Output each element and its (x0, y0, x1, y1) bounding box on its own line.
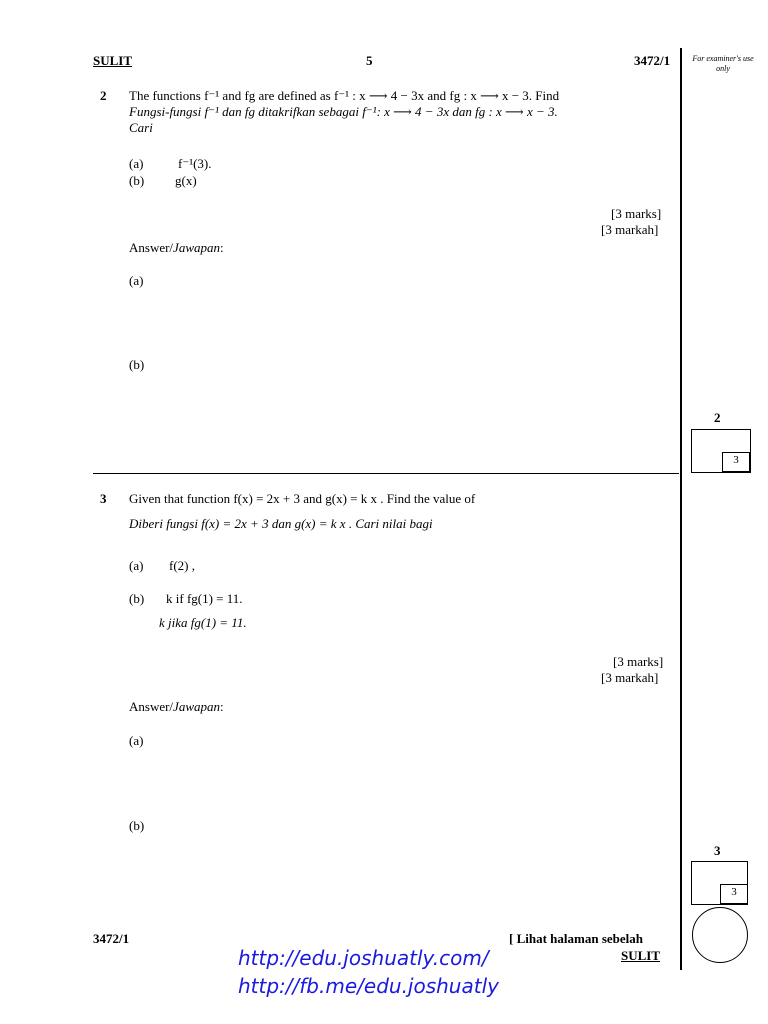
q3-number: 3 (100, 491, 107, 506)
q3-line1: Given that function f(x) = 2x + 3 and g(x) = k x . Find the value of (129, 491, 476, 506)
q2-line2: Fungsi-fungsi f⁻¹ dan fg ditakrifkan sebagai f⁻¹: x ⟶ 4 − 3x dan fg : x ⟶ x − 3. (129, 104, 558, 119)
q3-box-number: 3 (714, 843, 721, 858)
page-number: 5 (366, 53, 373, 68)
q3-line2: Diberi fungsi f(x) = 2x + 3 dan g(x) = k x . Cari nilai bagi (129, 516, 433, 531)
question-divider (93, 473, 679, 474)
q2-part-a-label: (a) (129, 156, 144, 171)
q2-line1: The functions f⁻¹ and fg are defined as f⁻¹ : x ⟶ 4 − 3x and fg : x ⟶ x − 3. Find (129, 88, 560, 103)
header-sulit: SULIT (93, 53, 133, 68)
website-link[interactable]: http://edu.joshuatly.com/ (238, 946, 489, 970)
examiner-note: For examiner's use only (692, 54, 754, 73)
q3-part-b-text-ms: k jika fg(1) = 11. (159, 615, 247, 630)
q2-marks-en: [3 marks] (611, 206, 662, 221)
footer-code: 3472/1 (93, 931, 130, 946)
q3-answer-b: (b) (129, 818, 145, 833)
q2-part-b-label: (b) (129, 173, 145, 188)
q3-answer-label: Answer/Jawapan: (129, 699, 224, 714)
q3-marks-box-value: 3 (720, 884, 748, 904)
q3-answer-a: (a) (129, 733, 144, 748)
margin-rule (680, 48, 682, 970)
q2-answer-a: (a) (129, 273, 144, 288)
header-code: 3472/1 (634, 53, 671, 68)
footer-sulit: SULIT (621, 948, 661, 963)
q2-answer-b: (b) (129, 357, 145, 372)
q2-part-b-text: g(x) (175, 173, 197, 188)
q3-part-a-label: (a) (129, 558, 144, 573)
q2-marks-ms: [3 markah] (601, 222, 659, 237)
q2-number: 2 (100, 88, 107, 103)
facebook-link[interactable]: http://fb.me/edu.joshuatly (238, 974, 499, 998)
q3-marks-en: [3 marks] (613, 654, 664, 669)
total-marks-circle (692, 907, 748, 963)
q3-marks-ms: [3 markah] (601, 670, 659, 685)
q2-marks-box-value: 3 (722, 452, 750, 472)
q2-line3: Cari (129, 120, 153, 135)
q2-answer-label: Answer/Jawapan: (129, 240, 224, 255)
q2-part-a-text: f⁻¹(3). (178, 156, 212, 171)
q3-part-b-text: k if fg(1) = 11. (166, 591, 243, 606)
q3-part-b-label: (b) (129, 591, 145, 606)
footer-next-page: [ Lihat halaman sebelah (509, 931, 643, 946)
q2-box-number: 2 (714, 410, 721, 425)
q3-part-a-text: f(2) , (169, 558, 195, 573)
